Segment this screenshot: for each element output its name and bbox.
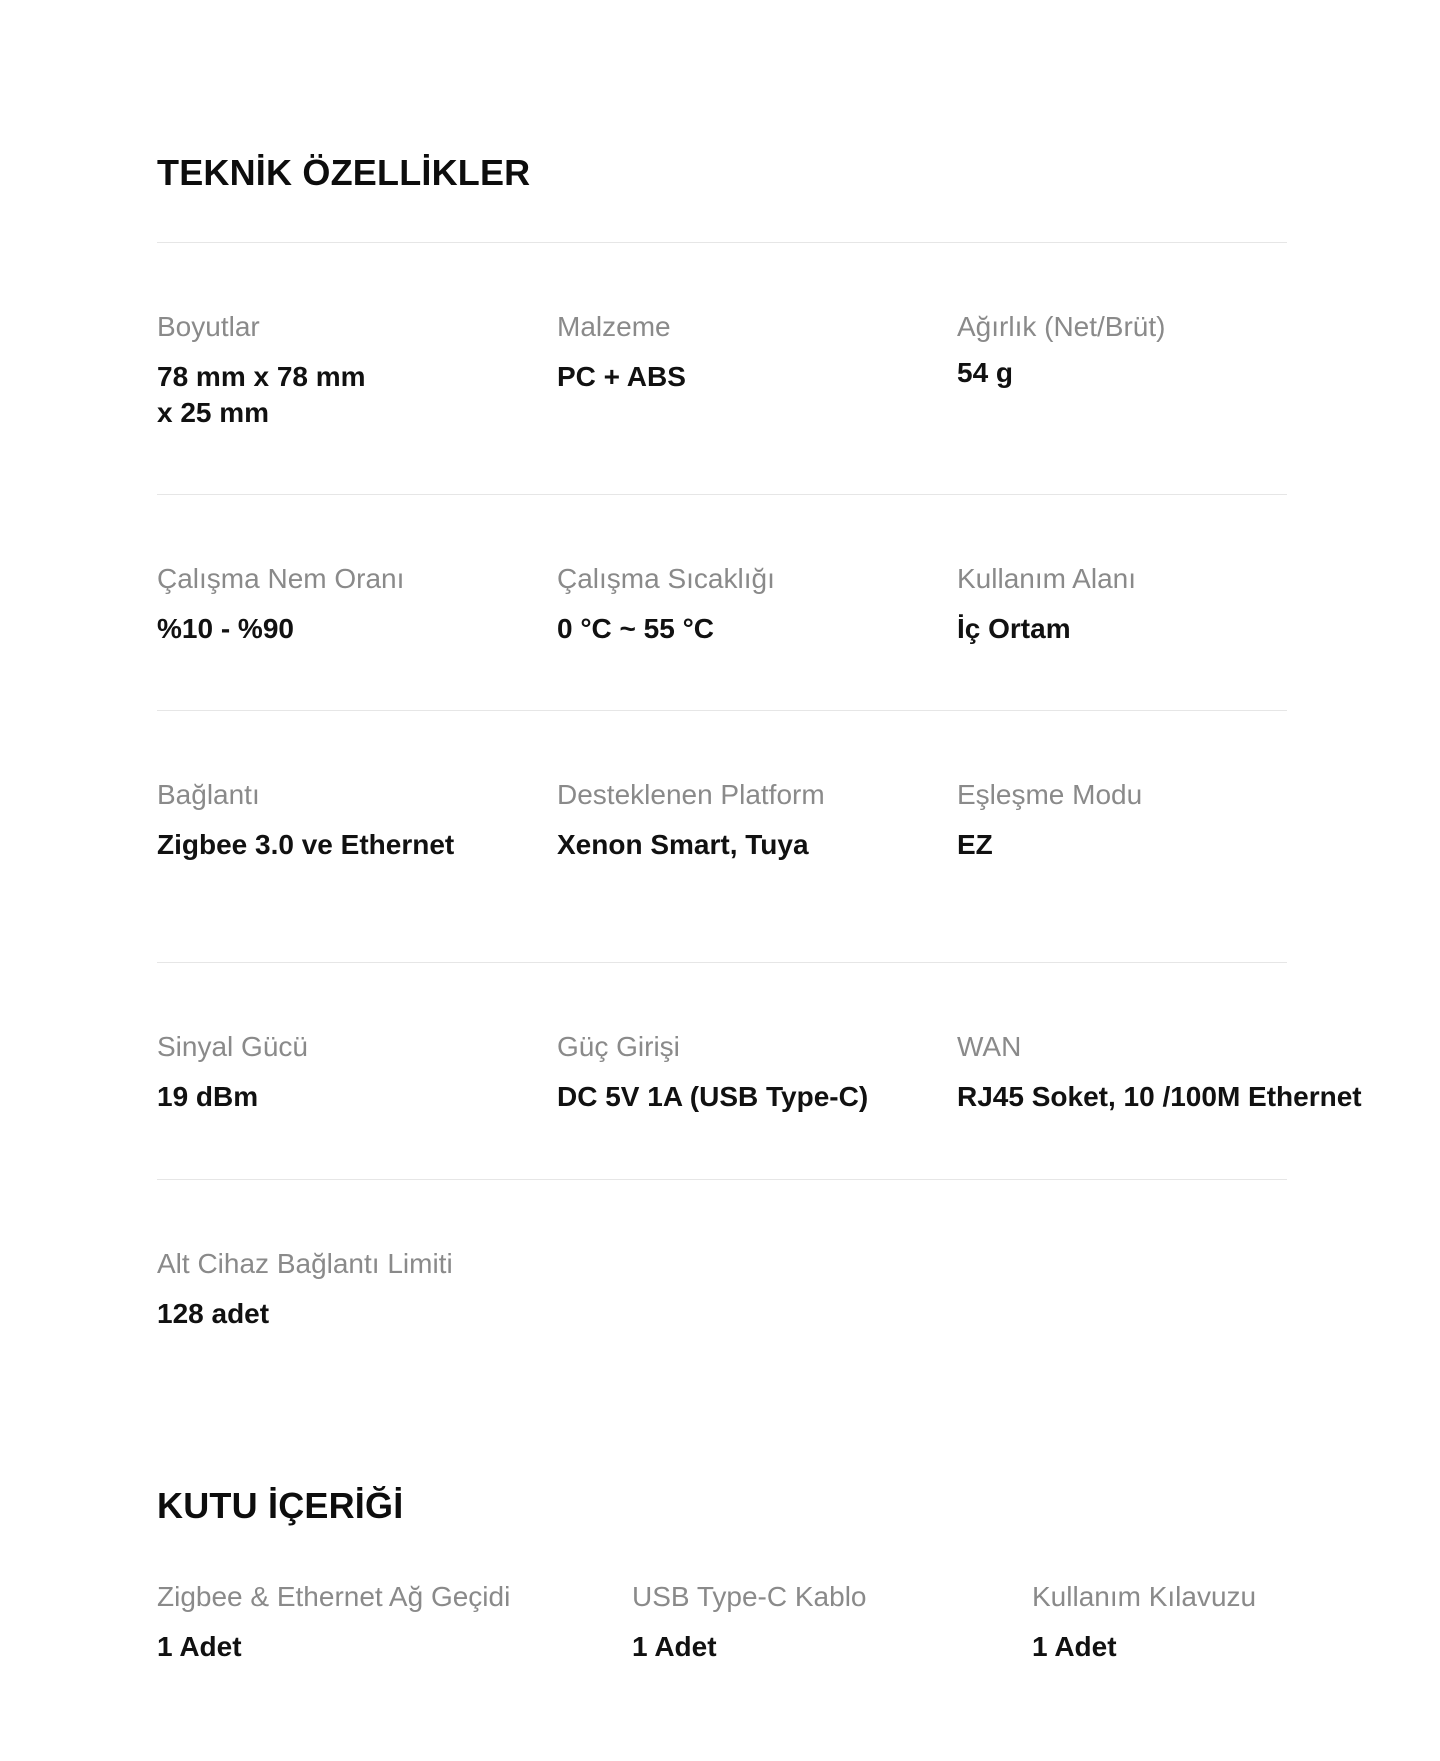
spec-value: RJ45 Soket, 10 /100M Ethernet: [957, 1081, 1362, 1112]
box-contents-title: KUTU İÇERİĞİ: [157, 1485, 404, 1526]
box-item-label: Zigbee & Ethernet Ağ Geçidi: [157, 1581, 511, 1612]
box-item-label: Kullanım Kılavuzu: [1032, 1581, 1257, 1612]
divider: [157, 242, 1287, 243]
spec-signal-strength: [157, 1030, 557, 1115]
spec-value: DC 5V 1A (USB Type-C): [557, 1081, 869, 1112]
spec-label: Güç Girişi: [557, 1031, 680, 1062]
box-item-value: 1 Adet: [632, 1631, 717, 1662]
spec-label: Boyutlar: [157, 311, 260, 342]
box-item-label: USB Type-C Kablo: [632, 1581, 867, 1612]
spec-label: Bağlantı: [157, 779, 260, 810]
spec-value: Zigbee 3.0 ve Ethernet: [157, 829, 455, 860]
divider: [157, 494, 1287, 495]
spec-value: Xenon Smart, Tuya: [557, 829, 809, 860]
spec-value: 54 g: [957, 357, 1014, 388]
specs-section-title: TEKNİK ÖZELLİKLER: [157, 152, 531, 193]
spec-value: EZ: [957, 829, 993, 860]
spec-pairing-mode: [957, 778, 1357, 863]
divider: [157, 962, 1287, 963]
box-item-gateway: [157, 1580, 557, 1665]
spec-weight: [957, 310, 1357, 391]
spec-humidity: [157, 562, 557, 647]
box-item-value: 1 Adet: [1032, 1631, 1117, 1662]
spec-label: Çalışma Nem Oranı: [157, 563, 405, 594]
spec-label: WAN: [957, 1031, 1022, 1062]
box-item-value: 1 Adet: [157, 1631, 242, 1662]
spec-dimensions: [157, 310, 557, 431]
spec-label: Eşleşme Modu: [957, 779, 1143, 810]
divider: [157, 1179, 1287, 1180]
spec-value: %10 - %90: [157, 613, 294, 644]
spec-label: Malzeme: [557, 311, 671, 342]
divider: [157, 710, 1287, 711]
spec-label: Kullanım Alanı: [957, 563, 1136, 594]
spec-label: Alt Cihaz Bağlantı Limiti: [157, 1248, 453, 1279]
box-item-manual: [1032, 1580, 1432, 1665]
spec-platform: [557, 778, 957, 863]
spec-value: 128 adet: [157, 1298, 270, 1329]
spec-material: [557, 310, 957, 395]
spec-value: İç Ortam: [957, 613, 1071, 644]
spec-value: 0 °C ~ 55 °C: [557, 613, 715, 644]
spec-value: PC + ABS: [557, 361, 686, 392]
spec-label: Çalışma Sıcaklığı: [557, 563, 775, 594]
spec-label: Ağırlık (Net/Brüt): [957, 311, 1166, 342]
spec-wan: [957, 1030, 1362, 1115]
spec-connection: [157, 778, 557, 863]
spec-label: Sinyal Gücü: [157, 1031, 308, 1062]
spec-value: 78 mm x 78 mm x 25 mm: [157, 361, 366, 428]
spec-usage-area: [957, 562, 1357, 647]
box-item-usb-cable: [632, 1580, 1032, 1665]
spec-value: 19 dBm: [157, 1081, 259, 1112]
spec-power-input: [557, 1030, 957, 1115]
spec-label: Desteklenen Platform: [557, 779, 825, 810]
spec-subdevice-limit: [157, 1247, 557, 1332]
spec-temperature: [557, 562, 957, 647]
